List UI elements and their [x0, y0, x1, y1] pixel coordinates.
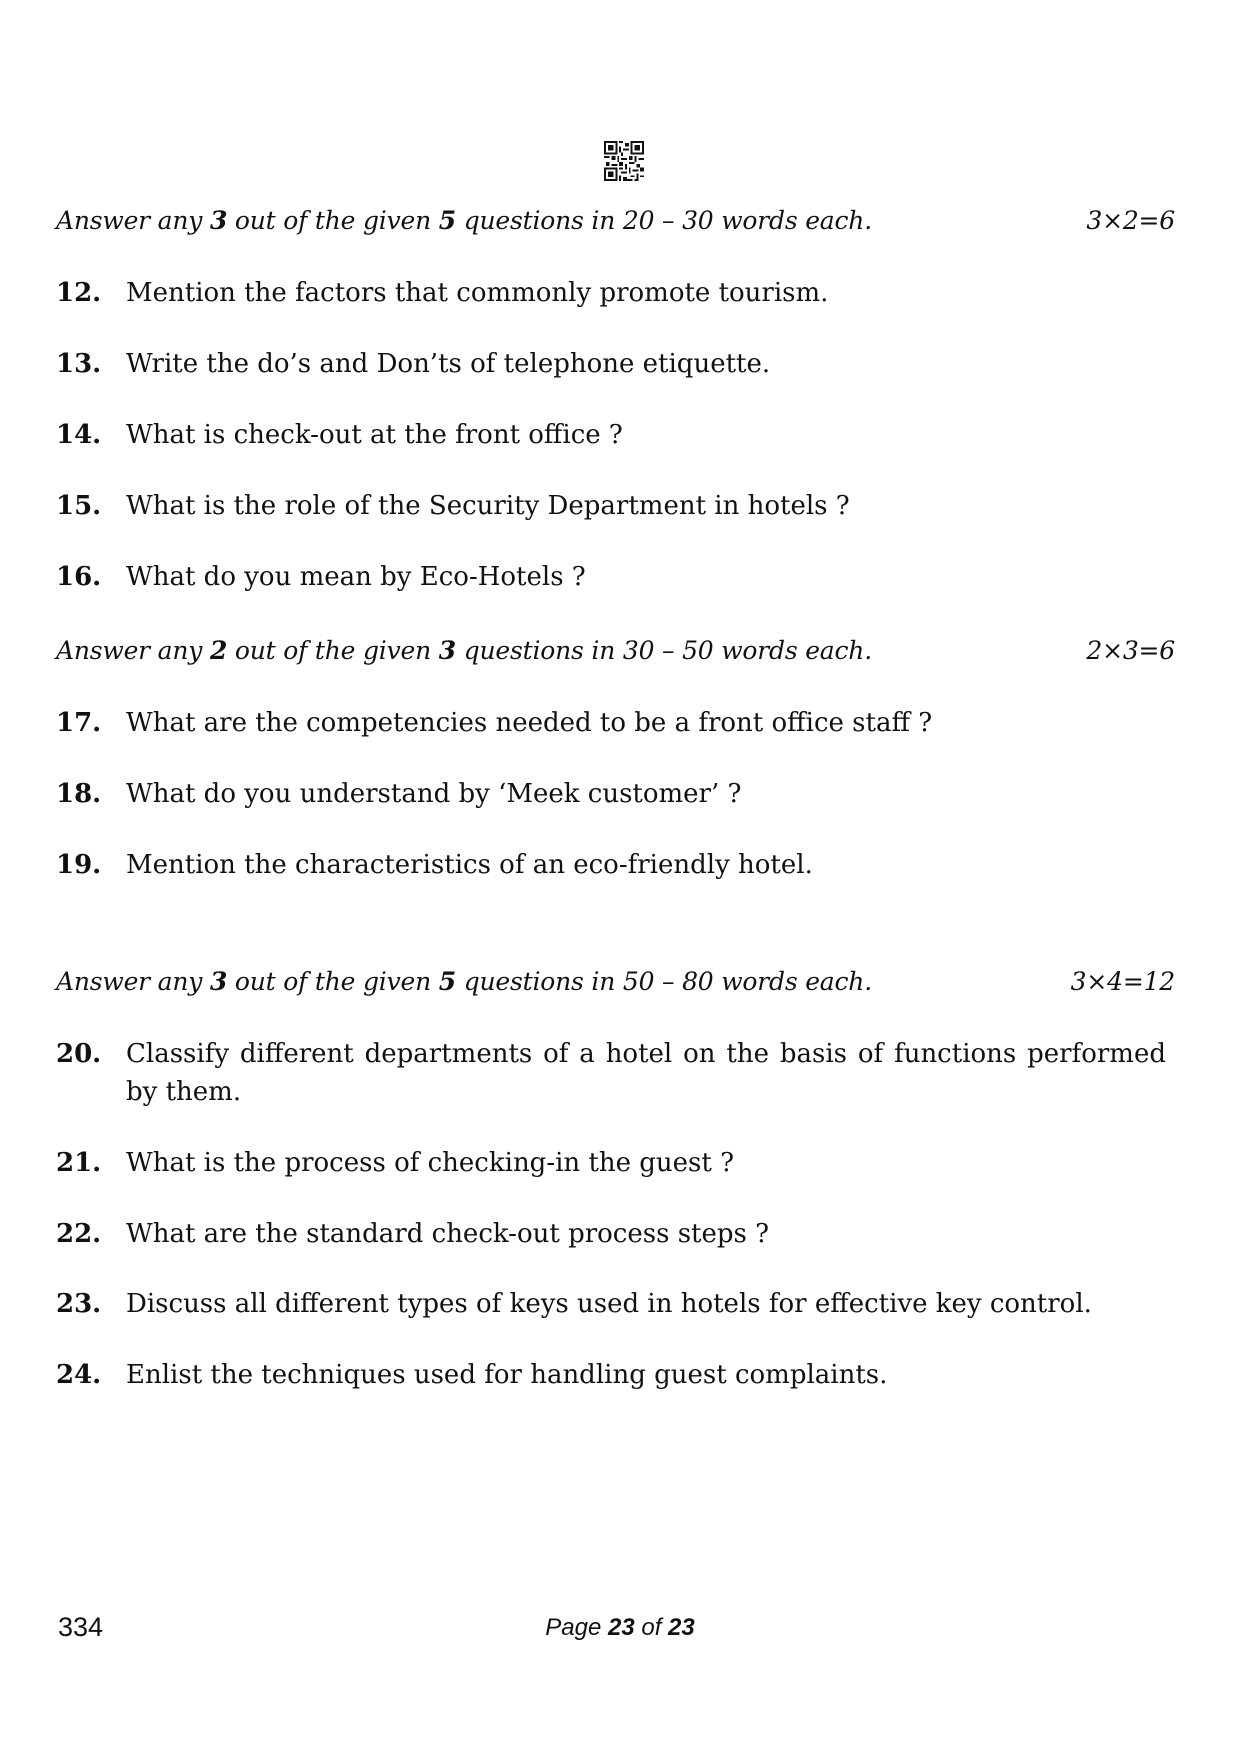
instruction-text: Answer any 3 out of the given 5 questions in 20 – 30 words each.	[56, 205, 872, 235]
question-number: 19.	[56, 850, 102, 880]
question-12	[56, 274, 1116, 312]
question-23	[56, 1285, 1116, 1323]
question-15	[56, 487, 1116, 525]
question-text: What is the process of checking-in the guest ?	[126, 1148, 735, 1178]
question-number: 20.	[56, 1039, 102, 1069]
question-text: Mention the factors that commonly promote tourism.	[126, 278, 829, 308]
paper-code: 334	[58, 1612, 104, 1642]
question-20	[56, 1035, 1166, 1111]
question-18	[56, 775, 1116, 813]
question-number: 15.	[56, 491, 102, 521]
question-number: 12.	[56, 278, 102, 308]
question-19	[56, 846, 1116, 884]
question-number: 18.	[56, 779, 102, 809]
question-text: What is the role of the Security Department in hotels ?	[126, 491, 850, 521]
question-text: Mention the characteristics of an eco-friendly hotel.	[126, 850, 813, 880]
question-text: What is check-out at the front office ?	[126, 420, 623, 450]
section-marks: 3×2=6	[1086, 205, 1175, 235]
question-number: 16.	[56, 562, 102, 592]
question-text: Classify different departments of a hotel on the basis of functions performed by them.	[126, 1039, 1166, 1107]
question-14	[56, 416, 1116, 454]
section-marks: 3×4=12	[1070, 966, 1175, 996]
question-number: 21.	[56, 1148, 102, 1178]
question-21	[56, 1144, 1116, 1182]
question-text: Enlist the techniques used for handling guest complaints.	[126, 1360, 888, 1390]
question-number: 14.	[56, 420, 102, 450]
question-13	[56, 345, 1116, 383]
question-number: 17.	[56, 708, 102, 738]
question-text: Discuss all different types of keys used in hotels for effective key control.	[126, 1289, 1092, 1319]
question-24	[56, 1356, 1116, 1394]
question-17	[56, 704, 1116, 742]
instruction-text: Answer any 3 out of the given 5 questions in 50 – 80 words each.	[56, 966, 872, 996]
question-number: 23.	[56, 1289, 102, 1319]
question-number: 22.	[56, 1219, 102, 1249]
page-number: Page 23 of 23	[545, 1614, 695, 1641]
question-text: What are the standard check-out process steps ?	[126, 1219, 770, 1249]
question-text: What are the competencies needed to be a front office staff ?	[126, 708, 933, 738]
question-text: Write the do’s and Don’ts of telephone etiquette.	[126, 349, 771, 379]
section-marks: 2×3=6	[1086, 635, 1175, 665]
question-text: What do you understand by ‘Meek customer’ ?	[126, 779, 742, 809]
question-22	[56, 1215, 1116, 1253]
question-number: 13.	[56, 349, 102, 379]
question-number: 24.	[56, 1360, 102, 1390]
instruction-text: Answer any 2 out of the given 3 questions in 30 – 50 words each.	[56, 635, 872, 665]
qr-code-icon	[604, 141, 644, 181]
section-1-instruction	[56, 200, 1175, 240]
question-text: What do you mean by Eco-Hotels ?	[126, 562, 586, 592]
question-16	[56, 558, 1116, 596]
section-3-instruction	[56, 961, 1175, 1001]
section-2-instruction	[56, 630, 1175, 670]
